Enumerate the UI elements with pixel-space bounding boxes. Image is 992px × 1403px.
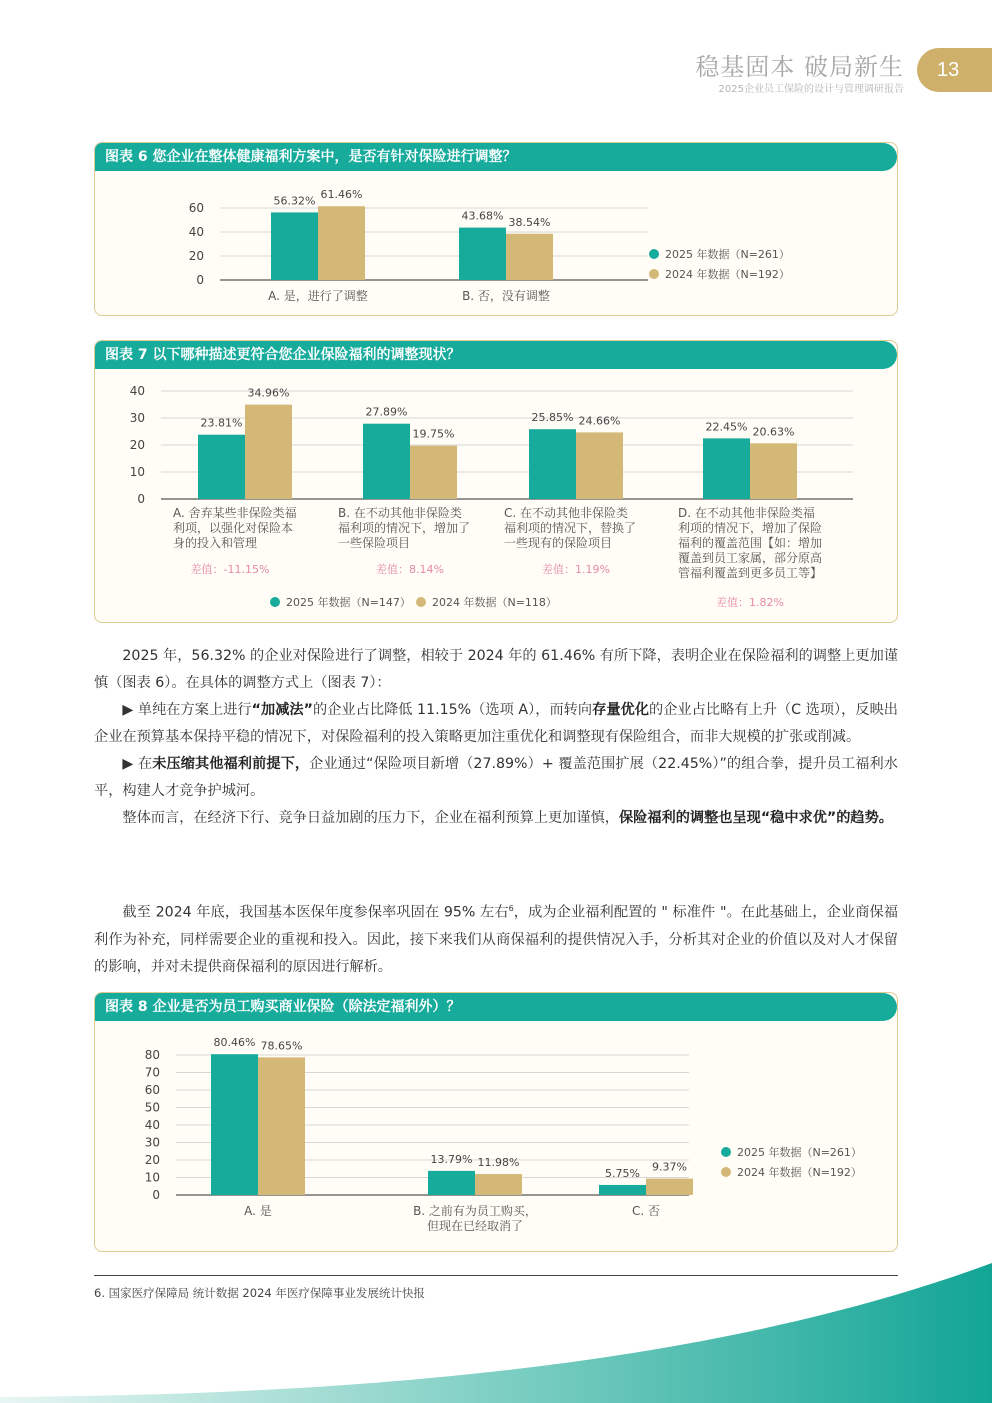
page-number: 13 — [917, 48, 992, 92]
data-label: 78.65% — [260, 1039, 303, 1053]
data-label: 80.46% — [213, 1036, 256, 1050]
bar-2025 — [459, 228, 506, 280]
y-tick-label: 50 — [144, 1100, 160, 1115]
paragraph-point-a: ▶ 单纯在方案上进行“加减法”的企业占比降低 11.15%（选项 A），而转向存量优化的企业占比略有上升（C 选项），反映出企业在预算基本保持平稳的情况下，对保险福利的投入策略更加注重优化和调整现有保险组合，而非大规模的扩张或削减。 — [94, 702, 898, 745]
legend-label: 2025 年数据（N=147） — [286, 596, 411, 609]
figure-8 — [94, 992, 898, 1252]
data-label: 61.46% — [320, 188, 363, 202]
bar-2024 — [750, 443, 797, 499]
bar-2025 — [271, 212, 318, 280]
category-label: 管福利覆盖到更多员工等】 — [678, 566, 823, 580]
analysis-text — [94, 643, 898, 832]
bar-2025 — [363, 424, 410, 499]
data-label: 24.66% — [578, 414, 621, 428]
y-tick-label: 20 — [144, 1153, 160, 1167]
data-label: 13.79% — [430, 1152, 473, 1166]
bar-2025 — [599, 1185, 646, 1195]
legend-dot-2024 — [416, 597, 426, 607]
category-label: D. 在不动其他非保险类福 — [678, 506, 815, 520]
legend-dot-2025 — [270, 597, 280, 607]
difference-label: 差值：1.82% — [716, 596, 784, 609]
legend-dot-2025 — [721, 1147, 731, 1157]
data-label: 22.45% — [705, 420, 748, 434]
bar-2024 — [258, 1057, 305, 1195]
bar-2024 — [646, 1179, 693, 1195]
y-tick-label: 40 — [188, 225, 204, 239]
category-label: 福利项的情况下，替换了 — [504, 521, 637, 535]
legend-label: 2024 年数据（N=192） — [665, 268, 790, 281]
figure-7-title: 图表 7 以下哪种描述更符合您企业保险福利的调整现状？ — [95, 341, 897, 369]
category-label: 福利项的情况下，增加了 — [338, 521, 471, 535]
header-subtitle: 2025企业员工保险的设计与管理调研报告 — [718, 84, 904, 95]
category-label: A. 是，进行了调整 — [268, 289, 368, 303]
y-tick-label: 0 — [137, 492, 145, 506]
legend-label: 2024 年数据（N=118） — [432, 596, 557, 609]
bar-2024 — [475, 1174, 522, 1195]
bar-2024 — [576, 432, 623, 499]
data-label: 5.75% — [605, 1166, 640, 1180]
figure-8-chart — [95, 993, 898, 1252]
data-label: 19.75% — [412, 427, 455, 441]
data-label: 34.96% — [247, 386, 290, 400]
difference-label: 差值：-11.15% — [190, 563, 270, 576]
y-tick-label: 10 — [144, 1170, 160, 1185]
y-tick-label: 30 — [129, 411, 145, 425]
figure-7 — [94, 340, 898, 623]
bar-2024 — [506, 234, 553, 280]
bar-2025 — [211, 1054, 258, 1195]
data-label: 25.85% — [531, 411, 574, 425]
paragraph-summary: 2025 年，56.32% 的企业对保险进行了调整，相较于 2024 年的 61.46% 有所下降，表明企业在保险福利的调整上更加谨慎（图表 6）。在具体的调整方式上（图表 7）： — [94, 648, 898, 691]
data-label: 38.54% — [508, 215, 551, 229]
data-label: 23.81% — [200, 416, 243, 430]
paragraph-conclusion: 整体而言，在经济下行、竞争日益加剧的压力下，企业在福利预算上更加谨慎，保险福利的调整也呈现“稳中求优”的趋势。 — [122, 810, 893, 826]
data-label: 11.98% — [477, 1156, 520, 1170]
difference-label: 差值：1.19% — [542, 563, 610, 576]
legend-dot-2024 — [649, 269, 659, 279]
y-tick-label: 60 — [188, 201, 204, 215]
y-tick-label: 80 — [144, 1048, 160, 1062]
decorative-wave — [0, 1253, 992, 1403]
y-tick-label: 0 — [196, 273, 204, 287]
y-tick-label: 30 — [144, 1135, 160, 1150]
figure-8-title: 图表 8 企业是否为员工购买商业保险（除法定福利外）？ — [95, 993, 897, 1021]
y-tick-label: 0 — [152, 1188, 160, 1202]
data-label: 20.63% — [752, 425, 795, 439]
category-label: C. 否 — [631, 1204, 661, 1218]
y-tick-label: 60 — [144, 1083, 160, 1097]
bar-2024 — [318, 206, 365, 280]
bar-2025 — [529, 429, 576, 499]
category-label: 身的投入和管理 — [173, 536, 258, 550]
category-label: 一些现有的保险项目 — [504, 536, 613, 550]
difference-label: 差值：8.14% — [376, 563, 444, 576]
figure-6 — [94, 142, 898, 316]
category-label: 福利的覆盖范围【如：增加 — [678, 536, 823, 550]
y-tick-label: 20 — [188, 249, 204, 263]
y-tick-label: 40 — [144, 1118, 160, 1132]
legend-label: 2025 年数据（N=261） — [665, 248, 790, 261]
category-label: C. 在不动其他非保险类 — [504, 506, 629, 520]
paragraph-medical-insurance: 截至 2024 年底，我国基本医保年度参保率巩固在 95% 左右$^6$，成为企业福利配置的 " 标准件 "。在此基础上，企业商保福利作为补充，同样需要企业的重视和投入。因此，接下来我们从商保福利的提供情况入手，分析其对企业的价值以及对人才保留的影响，并对未提供商保福利的原因进行解析。 — [94, 904, 898, 975]
intro-text — [94, 895, 898, 981]
category-label: 利项，以强化对保险本 — [173, 521, 294, 535]
category-label: 覆盖到员工家属，部分原高 — [678, 551, 823, 565]
legend-label: 2025 年数据（N=261） — [737, 1146, 862, 1159]
y-tick-label: 70 — [144, 1065, 160, 1080]
figure-6-title: 图表 6 您企业在整体健康福利方案中，是否有针对保险进行调整？ — [95, 143, 897, 171]
bar-2025 — [428, 1171, 475, 1195]
category-label: A. 是 — [244, 1204, 272, 1218]
figure-7-chart — [95, 341, 898, 623]
paragraph-point-b: ▶ 在未压缩其他福利前提下，企业通过“保险项目新增（27.89%）+ 覆盖范围扩展（22.45%）”的组合拳，提升员工福利水平，构建人才竞争护城河。 — [94, 756, 898, 799]
header-title: 稳基固本 破局新生 — [695, 53, 904, 81]
legend-dot-2025 — [649, 249, 659, 259]
bar-2024 — [410, 446, 457, 499]
footnote: 6. 国家医疗保障局 统计数据 2024 年医疗保障事业发展统计快报 — [94, 1286, 425, 1300]
legend-dot-2024 — [721, 1167, 731, 1177]
bar-2024 — [245, 405, 292, 499]
category-label: B. 之前有为员工购买， — [413, 1204, 537, 1218]
category-label: 利项的情况下，增加了保险 — [678, 521, 823, 535]
category-label: A. 舍弃某些非保险类福 — [173, 506, 297, 520]
y-tick-label: 40 — [129, 384, 145, 398]
data-label: 27.89% — [365, 405, 408, 419]
bar-2025 — [703, 438, 750, 499]
category-label: B. 否，没有调整 — [462, 289, 550, 303]
y-tick-label: 20 — [129, 438, 145, 452]
data-label: 9.37% — [652, 1160, 687, 1174]
category-label: 但现在已经取消了 — [426, 1219, 524, 1233]
data-label: 43.68% — [461, 209, 504, 223]
y-tick-label: 10 — [129, 465, 145, 479]
category-label: 一些保险项目 — [338, 536, 411, 550]
bar-2025 — [198, 435, 245, 499]
data-label: 56.32% — [273, 194, 316, 208]
figure-6-chart — [95, 143, 898, 316]
legend-label: 2024 年数据（N=192） — [737, 1166, 862, 1179]
category-label: B. 在不动其他非保险类 — [338, 506, 462, 520]
